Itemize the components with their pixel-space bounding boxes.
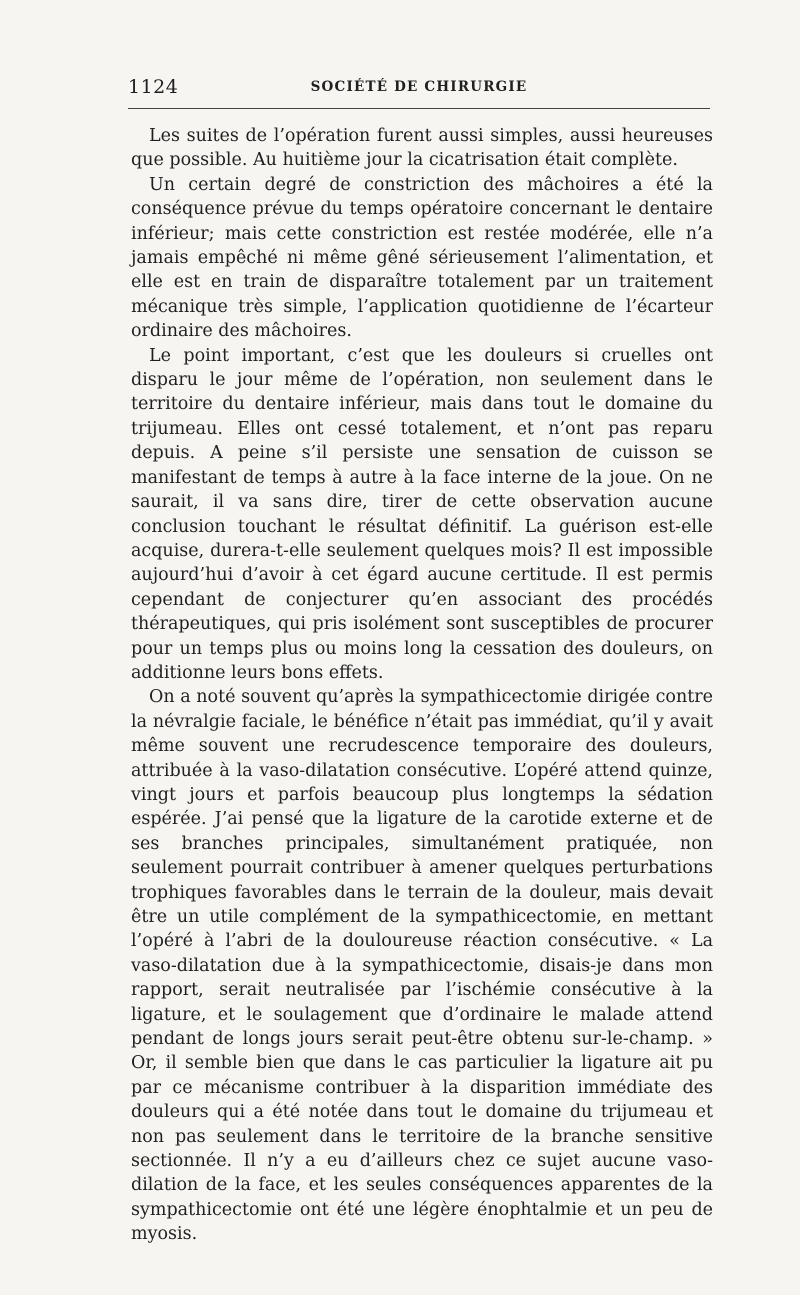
paragraph-3: Le point important, c’est que les douleurs si cruelles ont disparu le jour même de l’opération, non seulement dans le territoire du dentaire inférieur, mais dans tout le domaine du trijumeau. Elles ont cessé totalement, et n’ont pas reparu depuis. A peine s’il persiste une sensation de cuisson se manifestant de temps à autre à la face interne de la joue. On ne saurait, il va sans dire, tirer de cette observation aucune conclusion touchant le résultat définitif. La guérison est-elle acquise, durera-t-elle seulement quelques mois? Il est impossible aujourd’hui d’avoir à cet égard aucune certitude. Il est permis cependant de conjecturer qu’en associant des procédés thérapeutiques, qui pris isolément sont susceptibles de procurer pour un temps plus ou moins long la cessation des douleurs, on additionne leurs bons effets. — [131, 345, 713, 683]
paragraph-2: Un certain degré de constriction des mâchoires a été la conséquence prévue du temps opératoire concernant le dentaire inférieur; mais cette constriction est restée modérée, elle n’a jamais empêché ni même gêné sérieusement l’alimentation, et elle est en train de disparaître totalement par un traitement mécanique très simple, l’application quotidienne de l’écarteur ordinaire des mâchoires. — [131, 174, 713, 342]
running-title: SOCIÉTÉ DE CHIRURGIE — [310, 79, 528, 95]
paragraph-1: Les suites de l’opération furent aussi simples, aussi heureuses que possible. Au huitième jour la cicatrisation était complète. — [131, 126, 713, 171]
body-text — [131, 124, 713, 1247]
paragraph-4: On a noté souvent qu’après la sympathicectomie dirigée contre la névralgie faciale, le bénéfice n’était pas immédiat, qu’il y avait même souvent une recrudescence temporaire des douleurs, attribuée à la vaso-dilatation consécutive. L’opéré attend quinze, vingt jours et parfois beaucoup plus longtemps la sédation espérée. J’ai pensé que la ligature de la carotide externe et de ses branches principales, simultanément pratiquée, non seulement pourrait contribuer à amener quelques perturbations trophiques favorables dans le terrain de la douleur, mais devait être un utile complément de la sympathicectomie, en mettant l’opéré à l’abri de la douloureuse réaction consécutive. « La vaso-dilatation due à la sympathicectomie, disais-je dans mon rapport, serait neutralisée par l’ischémie consécutive à la ligature, et le soulagement que d’ordinaire le malade attend pendant de longs jours serait peut-être obtenu sur-le-champ. » Or, il semble bien que dans le cas particulier la ligature ait pu par ce mécanisme contribuer à la disparition immédiate des douleurs qui a été notée dans tout le domaine du trijumeau et non pas seulement dans le territoire de la branche sensitive sectionnée. Il n’y a eu d’ailleurs chez ce sujet aucune vaso-dilation de la face, et les seules conséquences apparentes de la sympathicectomie ont été une légère énophtalmie et un peu de myosis. — [131, 687, 713, 1245]
page-header — [128, 76, 710, 98]
page-number: 1124 — [128, 76, 179, 98]
header-rule — [128, 108, 710, 109]
